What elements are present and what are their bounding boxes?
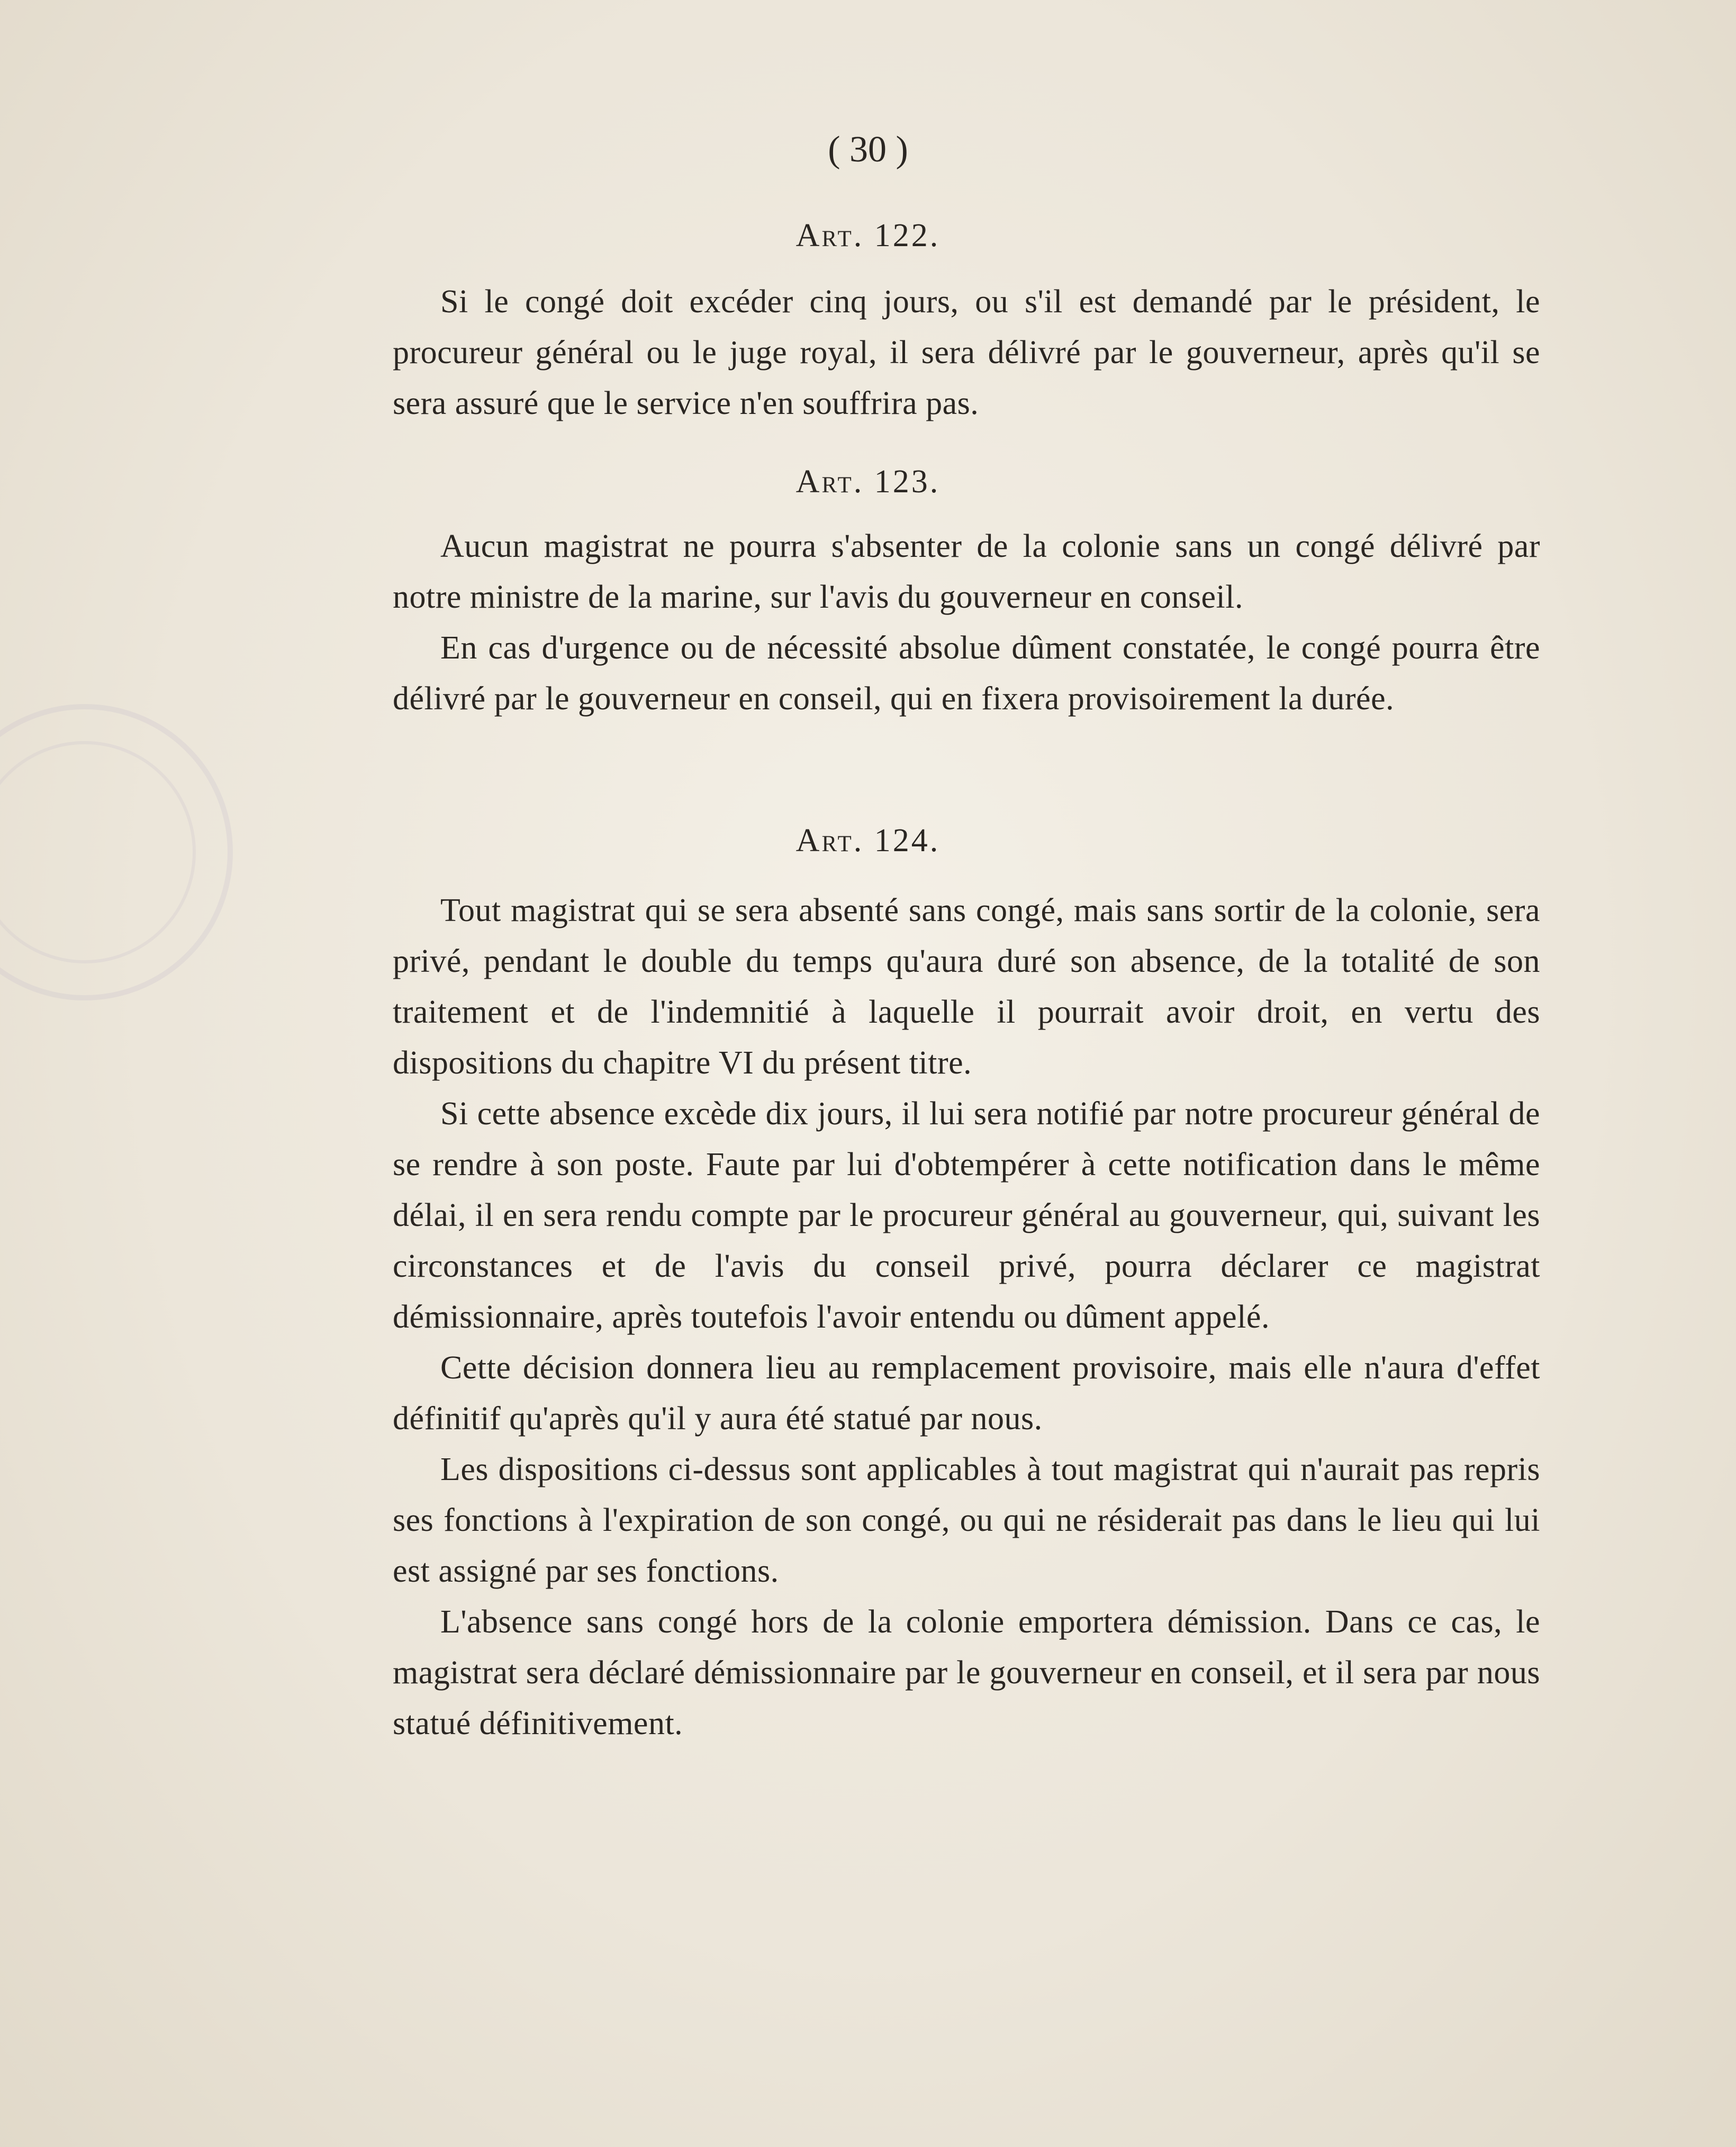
article-123-paragraph-1: Aucun magistrat ne pourra s'absenter de la colonie sans un congé délivré par notre ministre de la marine, sur l'avis du gouverneur en conseil.: [393, 528, 1540, 615]
article-123-body: [393, 521, 1540, 724]
article-124-paragraph-1: Tout magistrat qui se sera absenté sans congé, mais sans sortir de la colonie, sera privé, pendant le double du temps qu'aura duré son absence, de la totalité de son traitement et de l'indemnitié à laquelle il pourrait avoir droit, en vertu des dispositions du chapitre VI du présent titre.: [393, 892, 1540, 1081]
page-number: ( 30 ): [828, 129, 908, 170]
article-124-heading: Art. 124.: [795, 823, 941, 859]
article-122-heading: Art. 122.: [795, 218, 941, 254]
article-123-heading: Art. 123.: [795, 464, 941, 500]
article-124-paragraph-2: Si cette absence excède dix jours, il lui sera notifié par notre procureur général de se rendre à son poste. Faute par lui d'obtempérer à cette notification dans le même délai, il en sera rendu compte par le procureur général au gouverneur, qui, suivant les circonstances et de l'avis du conseil privé, pourra déclarer ce magistrat démissionnaire, après toutefois l'avoir entendu ou dûment appelé.: [393, 1096, 1540, 1335]
article-124-paragraph-4: Les dispositions ci-dessus sont applicables à tout magistrat qui n'aurait pas repris ses fonctions à l'expiration de son congé, ou qui ne résiderait pas dans le lieu qui lui est assigné par ses fonctions.: [393, 1451, 1540, 1589]
article-122-body: [393, 276, 1540, 429]
article-122-paragraph-1: Si le congé doit excéder cinq jours, ou s'il est demandé par le président, le procureur général ou le juge royal, il sera délivré par le gouverneur, après qu'il se sera assuré que le service n'en souffrira pas.: [393, 284, 1540, 421]
article-123-paragraph-2: En cas d'urgence ou de nécessité absolue dûment constatée, le congé pourra être délivré par le gouverneur en conseil, qui en fixera provisoirement la durée.: [393, 630, 1540, 717]
article-124-paragraph-3: Cette décision donnera lieu au remplacement provisoire, mais elle n'aura d'effet définitif qu'après qu'il y aura été statué par nous.: [393, 1350, 1540, 1437]
article-124-paragraph-5: L'absence sans congé hors de la colonie emportera démission. Dans ce cas, le magistrat sera déclaré démissionnaire par le gouverneur en conseil, et il sera par nous statué définitivement.: [393, 1604, 1540, 1742]
article-124-body: [393, 885, 1540, 1749]
